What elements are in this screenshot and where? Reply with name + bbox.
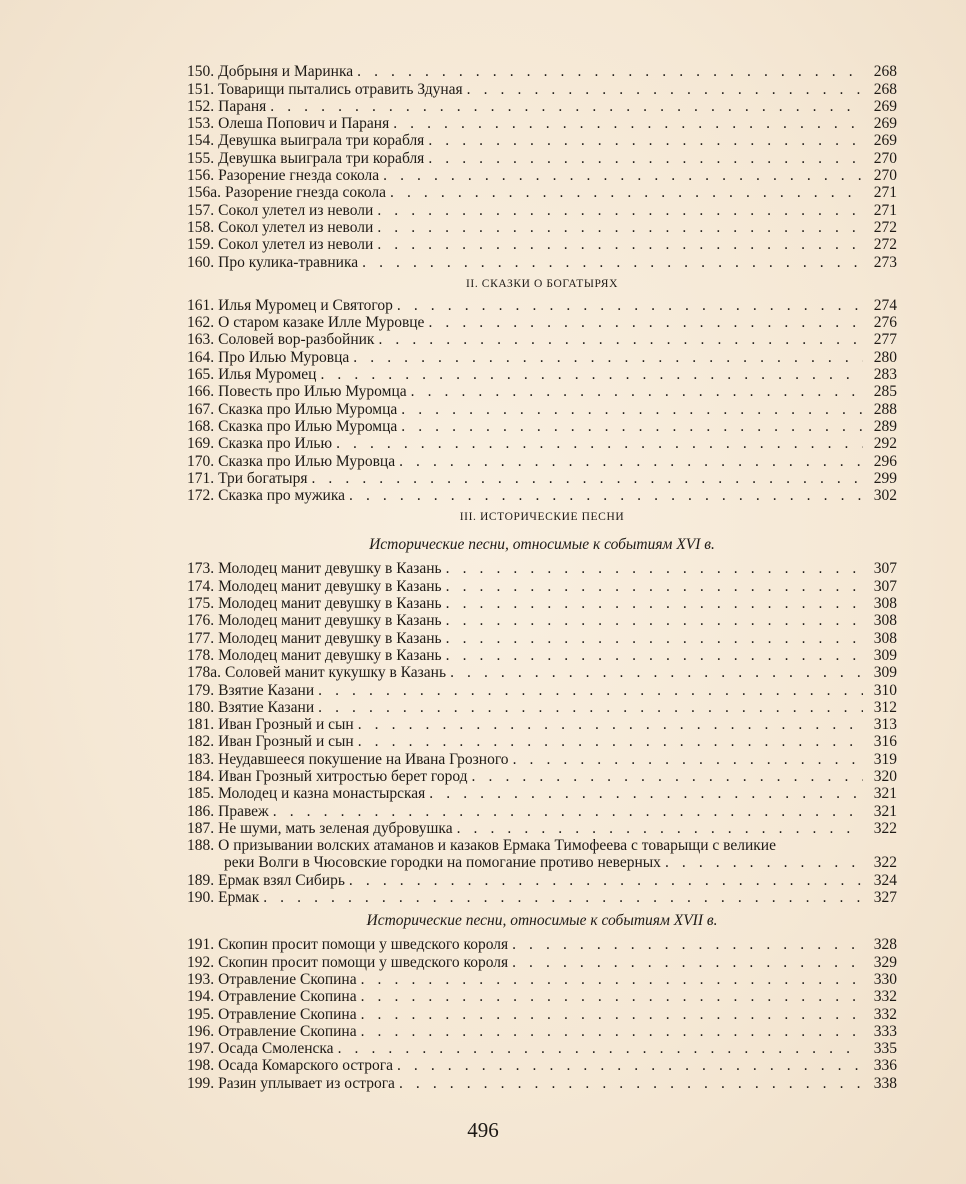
entry-title: Товарищи пытались отравить Здуная — [218, 80, 463, 98]
toc-entry — [187, 612, 897, 629]
entry-page: 302 — [873, 487, 897, 505]
dot-leader — [397, 297, 863, 314]
entry-page: 329 — [873, 953, 897, 971]
toc-entry — [187, 560, 897, 577]
section-heading: II. СКАЗКИ О БОГАТЫРЯХ — [466, 277, 618, 290]
toc-entry — [187, 314, 897, 331]
entry-number: 178. — [187, 646, 215, 664]
entry-title: Девушка выиграла три корабля — [218, 149, 425, 167]
entry-number: 190. — [187, 889, 215, 907]
entry-page: 336 — [873, 1057, 897, 1075]
entry-title: Ермак — [218, 889, 260, 907]
dot-leader — [512, 954, 863, 971]
entry-number: 176. — [187, 612, 215, 630]
toc-entry — [187, 871, 897, 888]
entry-page: 308 — [873, 595, 897, 613]
entry-page: 308 — [873, 612, 897, 630]
toc-entry — [187, 681, 897, 698]
entry-page: 296 — [873, 452, 897, 470]
dot-leader — [472, 768, 863, 785]
toc-entry — [187, 1023, 897, 1040]
toc-entry — [187, 297, 897, 314]
entry-title: Три богатыря — [218, 469, 308, 487]
toc-entry — [187, 768, 897, 785]
entry-title: Сказка про Илью — [218, 435, 333, 453]
dot-leader — [273, 803, 863, 820]
toc-entry — [187, 219, 897, 236]
entry-title: Сказка про мужика — [218, 487, 346, 505]
dot-leader — [390, 184, 863, 201]
entry-number: 171. — [187, 469, 215, 487]
entry-page: 321 — [873, 802, 897, 820]
dot-leader — [361, 1006, 863, 1023]
entry-page: 271 — [873, 201, 897, 219]
entry-page: 310 — [873, 681, 897, 699]
entry-number: 158. — [187, 218, 215, 236]
entry-page: 268 — [873, 80, 897, 98]
entry-number: 167. — [187, 400, 215, 418]
toc-entry — [187, 750, 897, 767]
toc-entry — [187, 577, 897, 594]
entry-number: 173. — [187, 560, 215, 578]
toc-entry — [187, 98, 897, 115]
entry-page: 271 — [873, 184, 897, 202]
entry-page: 312 — [873, 698, 897, 716]
entry-page: 328 — [873, 936, 897, 954]
toc-entry — [187, 1057, 897, 1074]
dot-leader — [446, 578, 863, 595]
entry-page: 269 — [873, 97, 897, 115]
toc-entry — [187, 988, 897, 1005]
entry-number: 194. — [187, 988, 215, 1006]
toc-entry — [187, 785, 897, 802]
toc-entry — [187, 487, 897, 504]
toc-entry — [187, 435, 897, 452]
entry-number: 186. — [187, 802, 215, 820]
entry-page: 268 — [873, 63, 897, 81]
entry-page: 289 — [873, 417, 897, 435]
toc-entry — [187, 253, 897, 270]
toc-entry — [187, 802, 897, 819]
entry-title: Отравление Скопина — [218, 970, 357, 988]
entry-page: 309 — [873, 664, 897, 682]
dot-leader — [512, 936, 863, 953]
toc-entry — [187, 820, 897, 837]
entry-number: 154. — [187, 132, 215, 150]
entry-number: 199. — [187, 1074, 215, 1092]
toc-entry — [187, 400, 897, 417]
entry-title: Разорение гнезда сокола — [218, 167, 380, 185]
entry-title: Разорение гнезда сокола — [225, 184, 387, 202]
dot-leader — [399, 453, 863, 470]
dot-leader — [270, 98, 863, 115]
entry-number: 172. — [187, 487, 215, 505]
entry-page: 319 — [873, 750, 897, 768]
dot-leader — [318, 682, 863, 699]
entry-title: Молодец манит девушку в Казань — [218, 612, 442, 630]
entry-title: Илья Муромец и Святогор — [218, 296, 393, 314]
dot-leader — [362, 254, 863, 271]
entry-number: 155. — [187, 149, 215, 167]
entry-number: 160. — [187, 253, 215, 271]
entry-title: Осада Смоленска — [218, 1040, 334, 1058]
entry-title: Молодец манит девушку в Казань — [218, 560, 442, 578]
dot-leader — [401, 418, 863, 435]
toc-entry — [187, 63, 897, 80]
toc-entry — [187, 201, 897, 218]
entry-number: 197. — [187, 1040, 215, 1058]
entry-number: 180. — [187, 698, 215, 716]
entry-page: 313 — [873, 716, 897, 734]
toc-entry — [187, 383, 897, 400]
entry-number: 196. — [187, 1022, 215, 1040]
entry-title: Молодец манит девушку в Казань — [218, 577, 442, 595]
entry-page: 299 — [873, 469, 897, 487]
dot-leader — [358, 733, 863, 750]
toc-entry — [187, 418, 897, 435]
entry-number: 187. — [187, 819, 215, 837]
entry-title: Девушка выиграла три корабля — [218, 132, 425, 150]
dot-leader — [450, 664, 863, 681]
entry-page: 335 — [873, 1040, 897, 1058]
entry-page: 308 — [873, 629, 897, 647]
entry-page: 321 — [873, 785, 897, 803]
dot-leader — [377, 236, 863, 253]
toc-entry — [187, 971, 897, 988]
toc-entry — [187, 149, 897, 166]
entry-page: 332 — [873, 1005, 897, 1023]
dot-leader — [446, 630, 863, 647]
entry-number: 182. — [187, 733, 215, 751]
entry-title: Иван Грозный хитростью берет город — [218, 767, 468, 785]
dot-leader — [399, 1075, 863, 1092]
toc-entry — [187, 167, 897, 184]
entry-page: 273 — [873, 253, 897, 271]
entry-title: Иван Грозный и сын — [218, 716, 354, 734]
entry-page: 307 — [873, 577, 897, 595]
dot-leader — [318, 699, 863, 716]
entry-page: 309 — [873, 646, 897, 664]
entry-page: 322 — [873, 819, 897, 837]
toc-entry — [187, 733, 897, 750]
entry-title: Добрыня и Маринка — [218, 63, 354, 81]
entry-number: 191. — [187, 936, 215, 954]
dot-leader — [320, 366, 863, 383]
toc-entry — [187, 80, 897, 97]
dot-leader — [457, 820, 863, 837]
entry-number: 162. — [187, 314, 215, 332]
dot-leader — [446, 560, 863, 577]
dot-leader — [361, 1023, 863, 1040]
entry-page: 276 — [873, 314, 897, 332]
entry-title: Про кулика-травника — [218, 253, 359, 271]
dot-leader — [377, 202, 863, 219]
dot-leader — [311, 470, 863, 487]
entry-title: Скопин просит помощи у шведского короля — [218, 936, 509, 954]
table-of-contents — [187, 63, 897, 1092]
entry-number: 153. — [187, 115, 215, 133]
entry-number: 165. — [187, 366, 215, 384]
entry-title: Олеша Попович и Параня — [218, 115, 390, 133]
entry-title: Осада Комарского острога — [218, 1057, 393, 1075]
toc-entry — [187, 936, 897, 953]
entry-number: 168. — [187, 417, 215, 435]
entry-page: 307 — [873, 560, 897, 578]
entry-title: Молодец манит девушку в Казань — [218, 595, 442, 613]
entry-number: 185. — [187, 785, 215, 803]
toc-entry — [187, 115, 897, 132]
entry-page: 272 — [873, 236, 897, 254]
entry-number: 150. — [187, 63, 215, 81]
dot-leader — [428, 132, 863, 149]
section-subheading: Исторические песни, относимые к событиям XVII в. — [366, 912, 718, 930]
entry-title: Параня — [218, 97, 267, 115]
entry-page: 274 — [873, 296, 897, 314]
entry-number: 193. — [187, 970, 215, 988]
dot-leader — [467, 81, 863, 98]
entry-page: 283 — [873, 366, 897, 384]
entry-title: Соловей вор-разбойник — [218, 331, 375, 349]
entry-title: Молодец манит девушку в Казань — [218, 646, 442, 664]
entry-title: Неудавшееся покушение на Ивана Грозного — [218, 750, 509, 768]
entry-title: Повесть про Илью Муромца — [218, 383, 407, 401]
dot-leader — [353, 349, 863, 366]
entry-title-continued: реки Волги в Чюсовские городки на помогание противо неверных — [224, 854, 661, 872]
toc-entry — [187, 889, 897, 906]
toc-entry — [187, 629, 897, 646]
entry-title: Сокол улетел из неволи — [218, 218, 374, 236]
toc-entry — [187, 184, 897, 201]
entry-number: 192. — [187, 953, 215, 971]
entry-number: 156а. — [187, 184, 222, 202]
entry-page: 288 — [873, 400, 897, 418]
dot-leader — [378, 331, 863, 348]
entry-page: 285 — [873, 383, 897, 401]
dot-leader — [377, 219, 863, 236]
entry-page: 316 — [873, 733, 897, 751]
entry-title: Молодец и казна монастырская — [218, 785, 426, 803]
entry-title: О призывании волских атаманов и казаков Ермака Тимофеева с товарыщи с великие — [218, 837, 776, 855]
entry-page: 332 — [873, 988, 897, 1006]
entry-title: Молодец манит девушку в Казань — [218, 629, 442, 647]
toc-entry — [187, 348, 897, 365]
dot-leader — [397, 1057, 863, 1074]
dot-leader — [361, 988, 863, 1005]
dot-leader — [411, 383, 863, 400]
entry-title: Иван Грозный и сын — [218, 733, 354, 751]
dot-leader — [428, 314, 863, 331]
dot-leader — [665, 854, 863, 871]
entry-page: 320 — [873, 767, 897, 785]
toc-entry-continuation — [187, 854, 897, 871]
entry-page: 292 — [873, 435, 897, 453]
dot-leader — [338, 1040, 863, 1057]
entry-number: 195. — [187, 1005, 215, 1023]
page-number: 496 — [467, 1118, 499, 1142]
entry-page: 338 — [873, 1074, 897, 1092]
entry-number: 159. — [187, 236, 215, 254]
entry-page: 270 — [873, 149, 897, 167]
entry-number: 181. — [187, 716, 215, 734]
dot-leader — [446, 612, 863, 629]
entry-number: 198. — [187, 1057, 215, 1075]
entry-number: 179. — [187, 681, 215, 699]
toc-entry — [187, 470, 897, 487]
entry-page: 270 — [873, 167, 897, 185]
entry-number: 178а. — [187, 664, 222, 682]
entry-number: 174. — [187, 577, 215, 595]
toc-entry — [187, 1040, 897, 1057]
entry-title: Отравление Скопина — [218, 988, 357, 1006]
entry-page: 322 — [873, 854, 897, 872]
toc-entry — [187, 236, 897, 253]
dot-leader — [349, 872, 863, 889]
toc-entry — [187, 837, 897, 854]
toc-entry — [187, 953, 897, 970]
entry-title: Сокол улетел из неволи — [218, 201, 374, 219]
dot-leader — [446, 647, 863, 664]
entry-page: 269 — [873, 115, 897, 133]
toc-entry — [187, 664, 897, 681]
entry-title: Сказка про Илью Муровца — [218, 452, 396, 470]
entry-title: О старом казаке Илле Муровце — [218, 314, 425, 332]
entry-title: Соловей манит кукушку в Казань — [225, 664, 447, 682]
entry-number: 183. — [187, 750, 215, 768]
toc-entry — [187, 595, 897, 612]
dot-leader — [513, 751, 863, 768]
entry-title: Сказка про Илью Муромца — [218, 417, 398, 435]
entry-number: 177. — [187, 629, 215, 647]
toc-entry — [187, 366, 897, 383]
dot-leader — [361, 971, 863, 988]
entry-page: 272 — [873, 218, 897, 236]
toc-entry — [187, 1005, 897, 1022]
entry-title: Сказка про Илью Муромца — [218, 400, 398, 418]
dot-leader — [263, 889, 863, 906]
entry-title: Взятие Казани — [218, 698, 315, 716]
dot-leader — [383, 167, 863, 184]
entry-number: 184. — [187, 767, 215, 785]
entry-title: Ермак взял Сибирь — [218, 871, 345, 889]
entry-title: Скопин просит помощи у шведского короля — [218, 953, 509, 971]
entry-number: 189. — [187, 871, 215, 889]
entry-page: 277 — [873, 331, 897, 349]
entry-title: Правеж — [218, 802, 269, 820]
entry-title: Разин уплывает из острога — [218, 1074, 395, 1092]
entry-number: 151. — [187, 80, 215, 98]
dot-leader — [336, 435, 863, 452]
entry-number: 164. — [187, 348, 215, 366]
entry-number: 163. — [187, 331, 215, 349]
entry-number: 188. — [187, 837, 215, 855]
entry-number: 169. — [187, 435, 215, 453]
dot-leader — [358, 716, 863, 733]
section-heading: III. ИСТОРИЧЕСКИЕ ПЕСНИ — [459, 511, 625, 524]
toc-entry — [187, 699, 897, 716]
entry-page: 333 — [873, 1022, 897, 1040]
toc-entry — [187, 647, 897, 664]
toc-entry — [187, 452, 897, 469]
entry-title: Отравление Скопина — [218, 1022, 357, 1040]
dot-leader — [429, 785, 863, 802]
entry-number: 156. — [187, 167, 215, 185]
entry-title: Сокол улетел из неволи — [218, 236, 374, 254]
entry-number: 157. — [187, 201, 215, 219]
entry-title: Отравление Скопина — [218, 1005, 357, 1023]
entry-page: 327 — [873, 889, 897, 907]
toc-entry — [187, 716, 897, 733]
dot-leader — [349, 487, 863, 504]
dot-leader — [446, 595, 863, 612]
entry-page: 269 — [873, 132, 897, 150]
toc-entry — [187, 1074, 897, 1091]
section-subheading: Исторические песни, относимые к событиям XVI в. — [369, 536, 715, 554]
entry-number: 166. — [187, 383, 215, 401]
entry-number: 175. — [187, 595, 215, 613]
dot-leader — [393, 115, 863, 132]
entry-number: 161. — [187, 296, 215, 314]
entry-title: Про Илью Муровца — [218, 348, 350, 366]
toc-entry — [187, 132, 897, 149]
toc-entry — [187, 331, 897, 348]
entry-page: 280 — [873, 348, 897, 366]
entry-title: Взятие Казани — [218, 681, 315, 699]
entry-page: 324 — [873, 871, 897, 889]
dot-leader — [428, 150, 863, 167]
entry-title: Не шуми, мать зеленая дубровушка — [218, 819, 453, 837]
dot-leader — [357, 63, 863, 80]
entry-number: 152. — [187, 97, 215, 115]
dot-leader — [401, 401, 863, 418]
entry-number: 170. — [187, 452, 215, 470]
entry-title: Илья Муромец — [218, 366, 317, 384]
entry-page: 330 — [873, 970, 897, 988]
